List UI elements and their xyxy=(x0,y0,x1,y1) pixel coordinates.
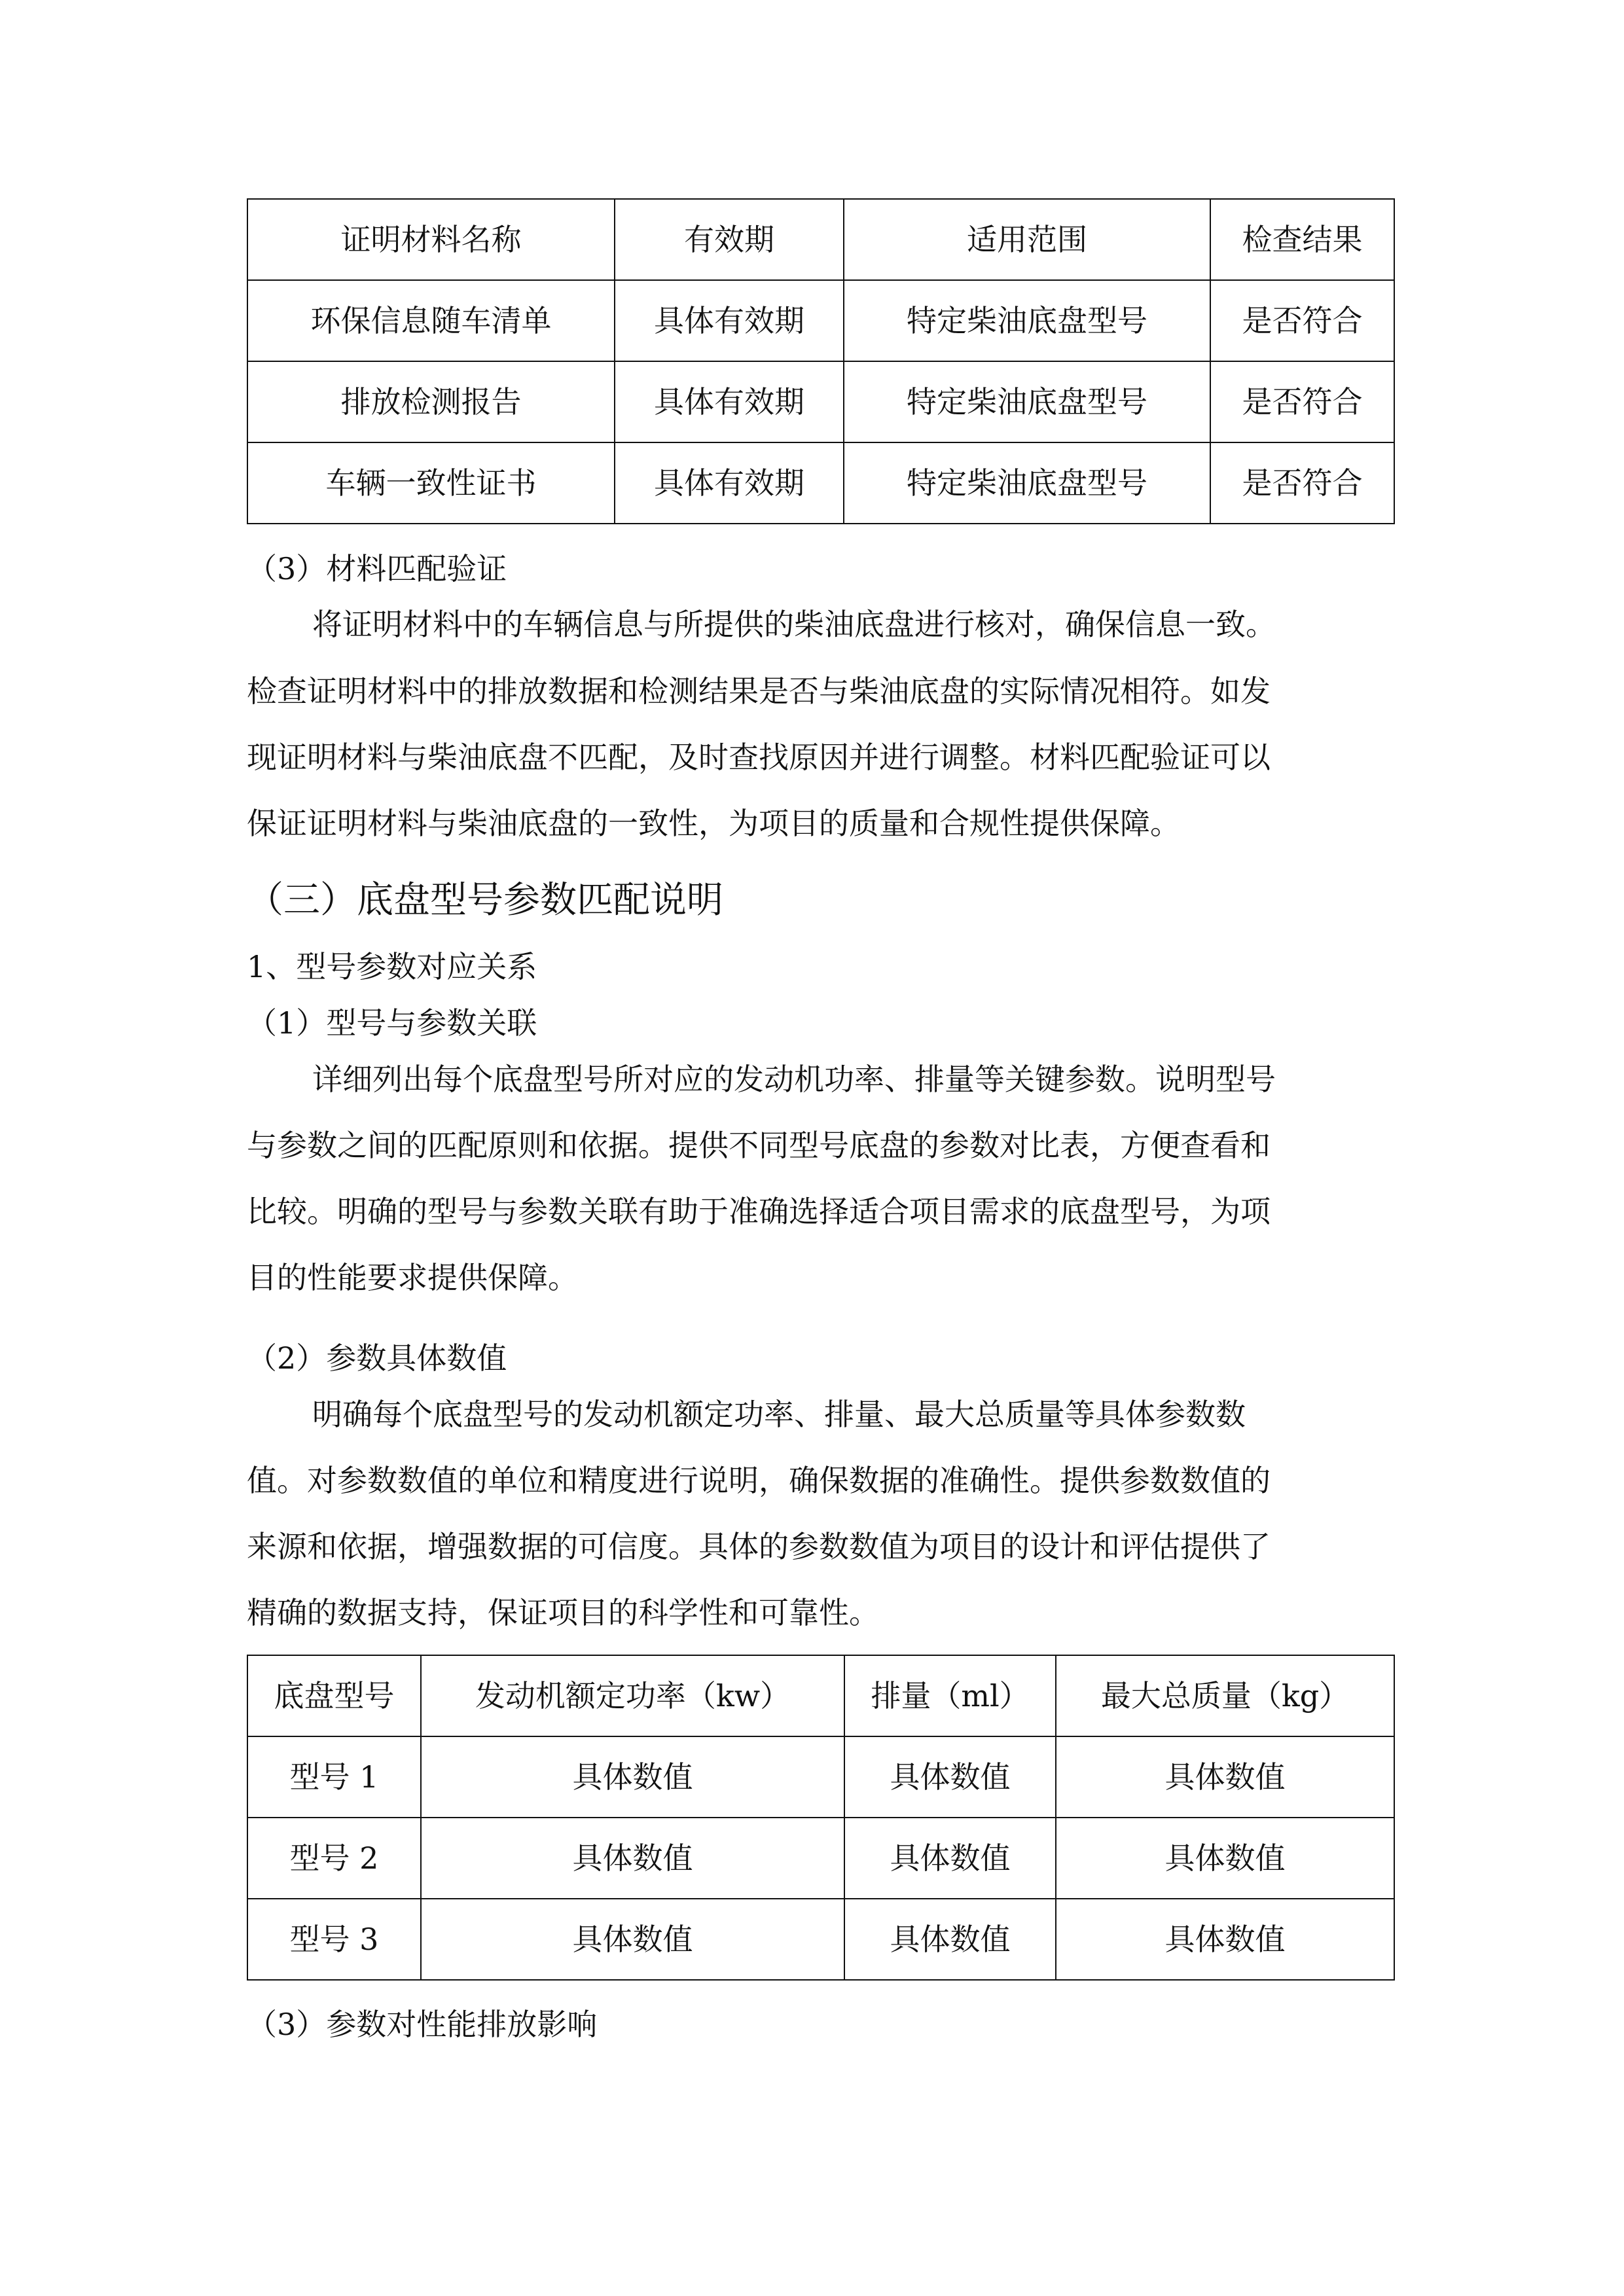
table-cell: 是否符合 xyxy=(1210,442,1394,524)
table-header-cell: 适用范围 xyxy=(844,199,1210,280)
table-row xyxy=(247,280,1394,361)
table-header-cell: 有效期 xyxy=(615,199,844,280)
table-cell: 具体数值 xyxy=(421,1899,844,1980)
certificate-table xyxy=(247,198,1395,524)
table-header-cell: 最大总质量（kg） xyxy=(1056,1655,1394,1736)
paragraph-line: 详细列出每个底盘型号所对应的发动机功率、排量等关键参数。说明型号 xyxy=(312,1062,1276,1097)
table-header-cell: 排量（ml） xyxy=(844,1655,1056,1736)
sub-1-title: （1）型号与参数关联 xyxy=(247,1005,537,1041)
table-header-cell: 检查结果 xyxy=(1210,199,1394,280)
item-1-title: 1、型号参数对应关系 xyxy=(247,949,537,984)
table-header-cell: 发动机额定功率（kw） xyxy=(421,1655,844,1736)
paragraph-line: 目的性能要求提供保障。 xyxy=(247,1260,578,1295)
paragraph-line: 与参数之间的匹配原则和依据。提供不同型号底盘的参数对比表，方便查看和 xyxy=(247,1128,1271,1163)
paragraph-line: 保证证明材料与柴油底盘的一致性，为项目的质量和合规性提供保障。 xyxy=(247,806,1180,841)
table-cell: 具体数值 xyxy=(844,1736,1056,1818)
parameter-table xyxy=(247,1655,1395,1981)
table-cell: 环保信息随车清单 xyxy=(247,280,615,361)
sub-2-title: （2）参数具体数值 xyxy=(247,1340,507,1376)
table-cell: 具体有效期 xyxy=(615,442,844,524)
table-row xyxy=(247,361,1394,442)
paragraph-line: 值。对参数数值的单位和精度进行说明，确保数据的准确性。提供参数数值的 xyxy=(247,1463,1271,1498)
table-cell: 具体数值 xyxy=(844,1899,1056,1980)
table-cell: 特定柴油底盘型号 xyxy=(844,442,1210,524)
table-cell: 特定柴油底盘型号 xyxy=(844,280,1210,361)
table-cell: 具体数值 xyxy=(421,1736,844,1818)
table-header-cell: 底盘型号 xyxy=(247,1655,421,1736)
table-cell: 型号 3 xyxy=(247,1899,421,1980)
paragraph-line: 比较。明确的型号与参数关联有助于准确选择适合项目需求的底盘型号，为项 xyxy=(247,1194,1271,1229)
table-cell: 具体数值 xyxy=(1056,1818,1394,1899)
table-cell: 型号 1 xyxy=(247,1736,421,1818)
table-cell: 型号 2 xyxy=(247,1818,421,1899)
table-header-row xyxy=(247,1655,1394,1736)
table-cell: 是否符合 xyxy=(1210,280,1394,361)
paragraph-line: 来源和依据，增强数据的可信度。具体的参数数值为项目的设计和评估提供了 xyxy=(247,1529,1271,1564)
table-row xyxy=(247,442,1394,524)
table-header-cell: 证明材料名称 xyxy=(247,199,615,280)
table-cell: 具体有效期 xyxy=(615,361,844,442)
table-cell: 车辆一致性证书 xyxy=(247,442,615,524)
paragraph-line: 精确的数据支持，保证项目的科学性和可靠性。 xyxy=(247,1595,879,1630)
table-cell: 具体有效期 xyxy=(615,280,844,361)
table-cell: 具体数值 xyxy=(421,1818,844,1899)
table-cell: 排放检测报告 xyxy=(247,361,615,442)
table-row xyxy=(247,1736,1394,1818)
chapter-heading: （三）底盘型号参数匹配说明 xyxy=(247,879,723,922)
table-cell: 特定柴油底盘型号 xyxy=(844,361,1210,442)
paragraph-line: 将证明材料中的车辆信息与所提供的柴油底盘进行核对，确保信息一致。 xyxy=(312,607,1276,642)
table-cell: 是否符合 xyxy=(1210,361,1394,442)
paragraph-line: 检查证明材料中的排放数据和检测结果是否与柴油底盘的实际情况相符。如发 xyxy=(247,673,1271,709)
paragraph-line: 现证明材料与柴油底盘不匹配，及时查找原因并进行调整。材料匹配验证可以 xyxy=(247,740,1271,775)
table-cell: 具体数值 xyxy=(844,1818,1056,1899)
table-cell: 具体数值 xyxy=(1056,1899,1394,1980)
table-cell: 具体数值 xyxy=(1056,1736,1394,1818)
table-row xyxy=(247,1818,1394,1899)
paragraph-line: 明确每个底盘型号的发动机额定功率、排量、最大总质量等具体参数数 xyxy=(312,1397,1246,1432)
table-header-row xyxy=(247,199,1394,280)
sub-3-title: （3）参数对性能排放影响 xyxy=(247,2007,598,2042)
section-3-title: （3）材料匹配验证 xyxy=(247,551,507,586)
table-row xyxy=(247,1899,1394,1980)
